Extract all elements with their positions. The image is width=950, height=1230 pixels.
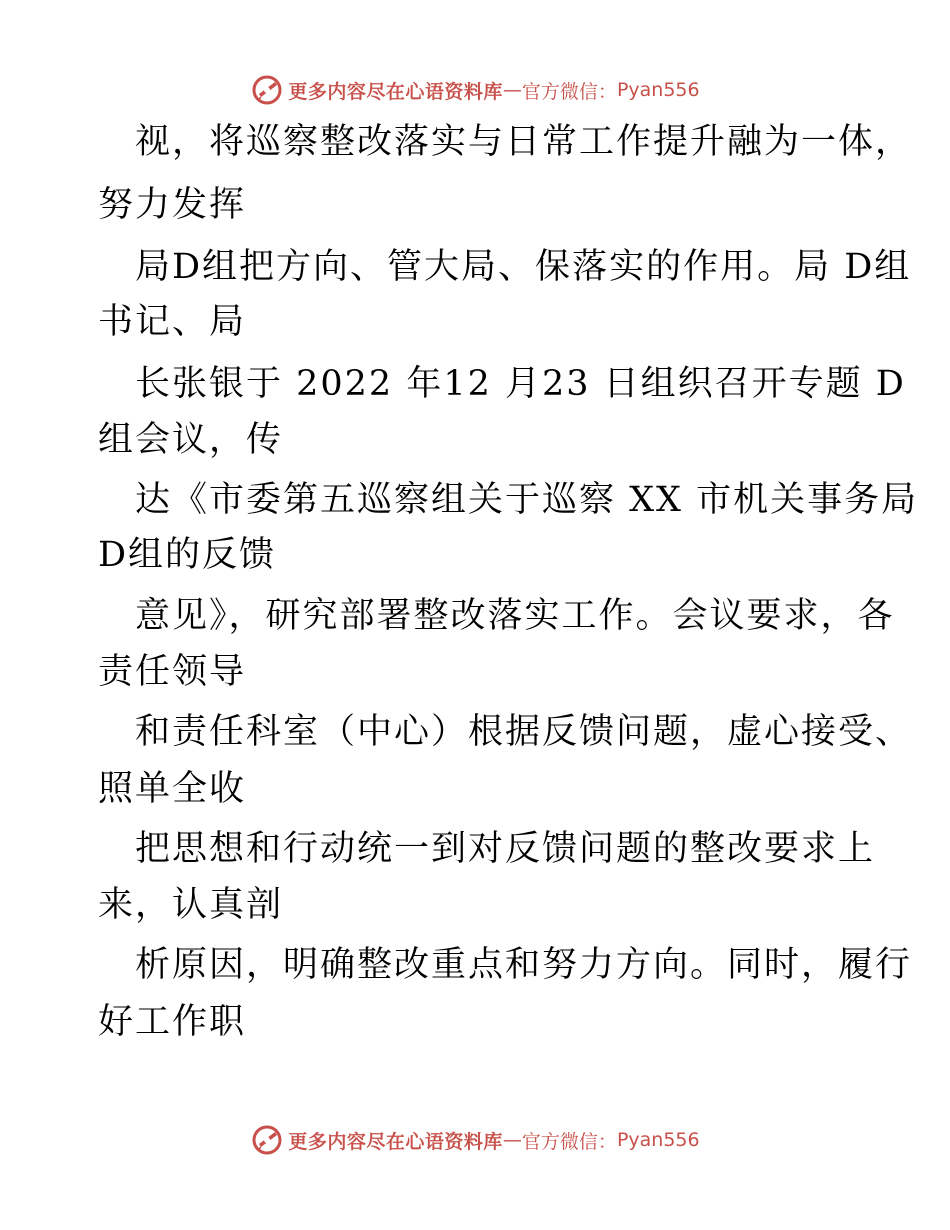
body-line: 视，将巡察整改落实与日常工作提升融为一体， <box>135 122 913 162</box>
body-line: 长张银于 2022 年12 月23 日组织召开专题 D <box>135 364 906 404</box>
book-pen-logo-icon <box>250 1123 284 1157</box>
body-line: 好工作职 <box>98 1002 247 1042</box>
watermark-site-text: 更多内容尽在心语资料库 <box>288 1130 503 1153</box>
body-line: 意见》，研究部署整改落实工作。会议要求，各 <box>135 596 895 636</box>
body-line: 来，认真剖 <box>98 885 284 925</box>
body-line: 书记、局 <box>98 302 247 342</box>
watermark-wechat-id: Pyan556 <box>616 1129 700 1151</box>
footer-watermark <box>0 1120 950 1160</box>
body-line: 和责任科室（中心）根据反馈问题，虚心接受、 <box>135 712 913 752</box>
watermark-separator: — <box>502 1129 522 1151</box>
body-line: 析原因，明确整改重点和努力方向。同时，履行 <box>135 945 913 985</box>
book-pen-logo-icon <box>250 73 284 107</box>
body-line: 组会议，传 <box>98 420 284 460</box>
body-line: 照单全收 <box>98 769 247 809</box>
body-line: 责任领导 <box>98 652 247 692</box>
watermark-site-text: 更多内容尽在心语资料库 <box>288 80 503 103</box>
header-watermark <box>0 70 950 110</box>
watermark-wechat-id: Pyan556 <box>616 79 700 101</box>
watermark-wechat-label: 官方微信： <box>521 1130 617 1153</box>
watermark-separator: — <box>502 79 522 101</box>
body-line: D组的反馈 <box>98 535 277 575</box>
body-line: 努力发挥 <box>98 185 247 225</box>
watermark-wechat-label: 官方微信： <box>521 80 617 103</box>
body-line: 达《市委第五巡察组关于巡察 XX 市机关事务局 <box>135 480 919 520</box>
body-line: 把思想和行动统一到对反馈问题的整改要求上 <box>135 829 876 869</box>
body-line: 局D组把方向、管大局、保落实的作用。局 D组 <box>135 247 912 287</box>
